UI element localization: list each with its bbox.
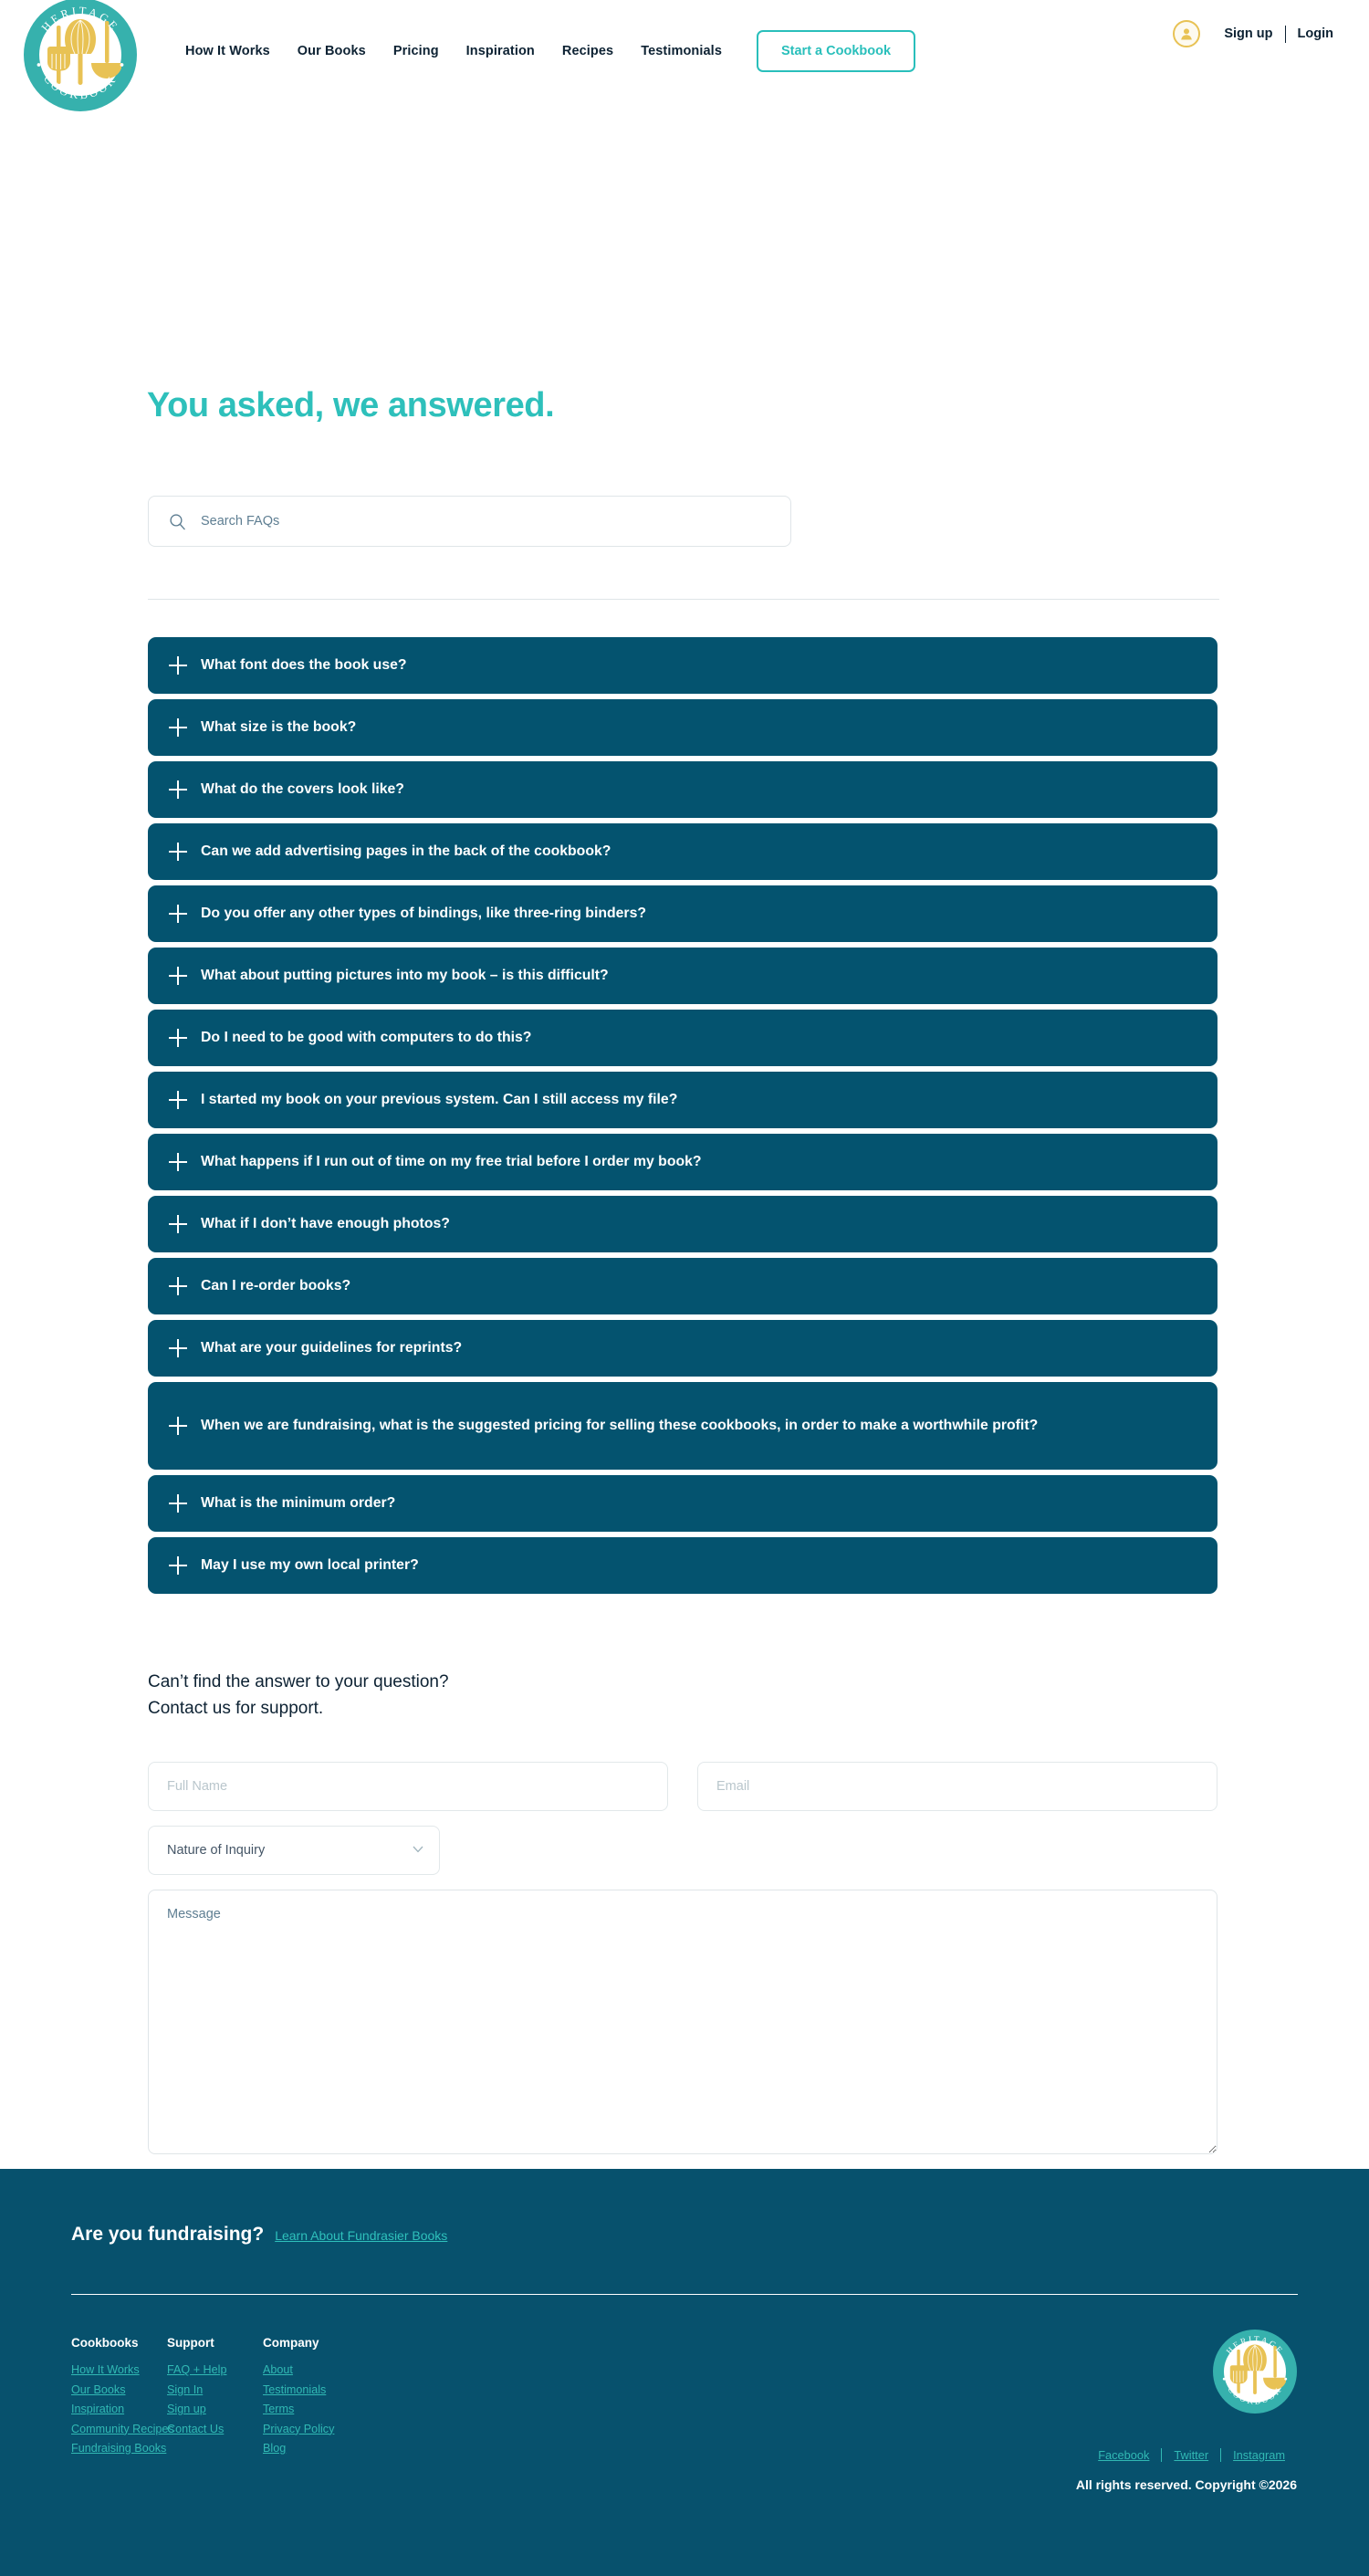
contact-heading-line-2: Contact us for support. <box>148 1699 324 1719</box>
faq-search-box[interactable] <box>148 496 791 547</box>
footer-link-about[interactable]: About <box>263 2363 293 2376</box>
plus-icon <box>168 904 188 924</box>
faq-question: What size is the book? <box>201 718 357 735</box>
copyright-text: All rights reserved. Copyright ©2026 <box>1075 2477 1297 2492</box>
plus-icon <box>168 1555 188 1576</box>
logo-ring-text <box>24 0 137 111</box>
footer-link-sign-up[interactable]: Sign up <box>167 2403 206 2415</box>
svg-text:COOKBOOK: COOKBOOK <box>1225 2384 1285 2407</box>
footer-logo[interactable] <box>1213 2330 1297 2414</box>
faq-question: Do I need to be good with computers to do this? <box>201 1029 532 1045</box>
full-name-input[interactable] <box>148 1762 668 1811</box>
faq-item[interactable] <box>148 1382 1217 1470</box>
faq-item[interactable] <box>148 1072 1217 1128</box>
contact-heading-line-1: Can’t find the answer to your question? <box>148 1672 449 1691</box>
plus-icon <box>168 842 188 862</box>
nature-of-inquiry-wrapper <box>148 1826 440 1875</box>
footer-link-community-recipes[interactable]: Community Recipes <box>71 2422 174 2435</box>
footer-link-fundraising-books[interactable]: Fundraising Books <box>71 2442 167 2455</box>
footer-link-how-it-works[interactable]: How It Works <box>71 2363 140 2376</box>
plus-icon <box>168 1338 188 1358</box>
nav-item-our-books[interactable]: Our Books <box>297 44 366 58</box>
header-logo[interactable] <box>24 0 137 111</box>
social-links <box>1086 2448 1297 2462</box>
plus-icon <box>168 717 188 738</box>
plus-icon <box>168 655 188 675</box>
footer-column-company <box>263 2336 370 2462</box>
plus-icon <box>168 1493 188 1513</box>
nav-item-pricing[interactable]: Pricing <box>392 44 439 58</box>
faq-question: What is the minimum order? <box>201 1494 396 1511</box>
faq-item[interactable] <box>148 637 1217 694</box>
nature-of-inquiry-select[interactable] <box>148 1826 440 1875</box>
footer-column-heading: Company <box>263 2336 319 2350</box>
faq-question: When we are fundraising, what is the suggested pricing for selling these cookbooks, in order to make a worthwhile profit? <box>201 1417 1039 1433</box>
faq-item[interactable] <box>148 1258 1217 1314</box>
search-icon <box>169 513 186 530</box>
search-placeholder: Search FAQs <box>201 514 280 529</box>
login-link[interactable]: Login <box>1297 26 1333 41</box>
footer-divider <box>71 2294 1298 2295</box>
fundraising-link[interactable]: Learn About Fundrasier Books <box>275 2228 448 2243</box>
footer-column-support <box>167 2336 263 2462</box>
contact-heading <box>148 1669 449 1723</box>
svg-text:HERITAGE: HERITAGE <box>1225 2335 1285 2357</box>
signup-link[interactable]: Sign up <box>1224 26 1273 41</box>
message-textarea[interactable] <box>148 1890 1217 2154</box>
faq-question: I started my book on your previous system. Can I still access my file? <box>201 1091 678 1107</box>
faq-question: What font does the book use? <box>201 656 407 673</box>
fundraising-banner <box>71 2224 447 2246</box>
faq-item[interactable] <box>148 699 1217 756</box>
social-link-facebook[interactable]: Facebook <box>1098 2448 1150 2462</box>
contact-form-row <box>148 1762 1217 1811</box>
account-area <box>1173 20 1345 47</box>
plus-icon <box>168 966 188 986</box>
footer-link-our-books[interactable]: Our Books <box>71 2382 126 2396</box>
faq-question: What happens if I run out of time on my free trial before I order my book? <box>201 1153 702 1169</box>
fundraising-title: Are you fundraising? <box>71 2224 265 2245</box>
site-footer <box>0 2169 1369 2576</box>
logo-ring-text <box>1213 2330 1297 2414</box>
footer-link-contact-us[interactable]: Contact Us <box>167 2422 225 2435</box>
nav-item-recipes[interactable]: Recipes <box>561 44 614 58</box>
svg-text:HERITAGE: HERITAGE <box>38 4 122 35</box>
plus-icon <box>168 1028 188 1048</box>
footer-link-terms[interactable]: Terms <box>263 2403 295 2415</box>
start-a-cookbook-button[interactable]: Start a Cookbook <box>757 30 915 72</box>
section-divider <box>148 599 1219 600</box>
social-link-twitter[interactable]: Twitter <box>1174 2448 1209 2462</box>
faq-question: Can we add advertising pages in the back of the cookbook? <box>201 843 611 859</box>
faq-item[interactable] <box>148 948 1217 1004</box>
faq-question: Do you offer any other types of bindings, like three-ring binders? <box>201 905 646 921</box>
plus-icon <box>168 780 188 800</box>
footer-link-blog[interactable]: Blog <box>263 2442 287 2455</box>
logo-circle <box>24 0 137 111</box>
user-icon <box>1179 26 1194 41</box>
footer-link-testimonials[interactable]: Testimonials <box>263 2382 327 2396</box>
faq-item[interactable] <box>148 1010 1217 1066</box>
faq-question: What if I don’t have enough photos? <box>201 1215 450 1231</box>
plus-icon <box>168 1152 188 1172</box>
faq-question: What are your guidelines for reprints? <box>201 1339 463 1356</box>
faq-item[interactable] <box>148 885 1217 942</box>
page-title: You asked, we answered. <box>147 386 555 424</box>
footer-link-privacy-policy[interactable]: Privacy Policy <box>263 2422 335 2435</box>
main-nav <box>172 30 915 72</box>
footer-link-columns <box>71 2336 370 2462</box>
email-input[interactable] <box>697 1762 1217 1811</box>
faq-item[interactable] <box>148 823 1217 880</box>
footer-column-heading: Cookbooks <box>71 2336 139 2350</box>
faq-question: What about putting pictures into my book – is this difficult? <box>201 967 609 983</box>
nav-item-how-it-works[interactable]: How It Works <box>185 44 270 58</box>
faq-question: May I use my own local printer? <box>201 1556 419 1573</box>
svg-text:COOKBOOK: COOKBOOK <box>41 72 120 102</box>
faq-accordion <box>148 637 1217 1599</box>
faq-item[interactable] <box>148 1537 1217 1594</box>
footer-link-inspiration[interactable]: Inspiration <box>71 2403 125 2415</box>
faq-item[interactable] <box>148 1320 1217 1377</box>
footer-column-cookbooks <box>71 2336 174 2462</box>
nav-item-testimonials[interactable]: Testimonials <box>641 44 722 58</box>
logo-circle <box>1213 2330 1297 2414</box>
site-header <box>0 0 1369 128</box>
faq-item[interactable] <box>148 1475 1217 1532</box>
plus-icon <box>168 1214 188 1234</box>
faq-item[interactable] <box>148 1196 1217 1252</box>
footer-link-sign-in[interactable]: Sign In <box>167 2382 204 2396</box>
faq-item[interactable] <box>148 761 1217 818</box>
footer-column-heading: Support <box>167 2336 214 2350</box>
footer-link-faq-help[interactable]: FAQ + Help <box>167 2363 227 2376</box>
plus-icon <box>168 1276 188 1296</box>
faq-question: What do the covers look like? <box>201 780 404 797</box>
social-link-instagram[interactable]: Instagram <box>1233 2448 1285 2462</box>
plus-icon <box>168 1090 188 1110</box>
avatar <box>1173 20 1200 47</box>
nav-item-inspiration[interactable]: Inspiration <box>465 44 535 58</box>
faq-question: Can I re-order books? <box>201 1277 351 1293</box>
faq-item[interactable] <box>148 1134 1217 1190</box>
plus-icon <box>168 1416 188 1436</box>
